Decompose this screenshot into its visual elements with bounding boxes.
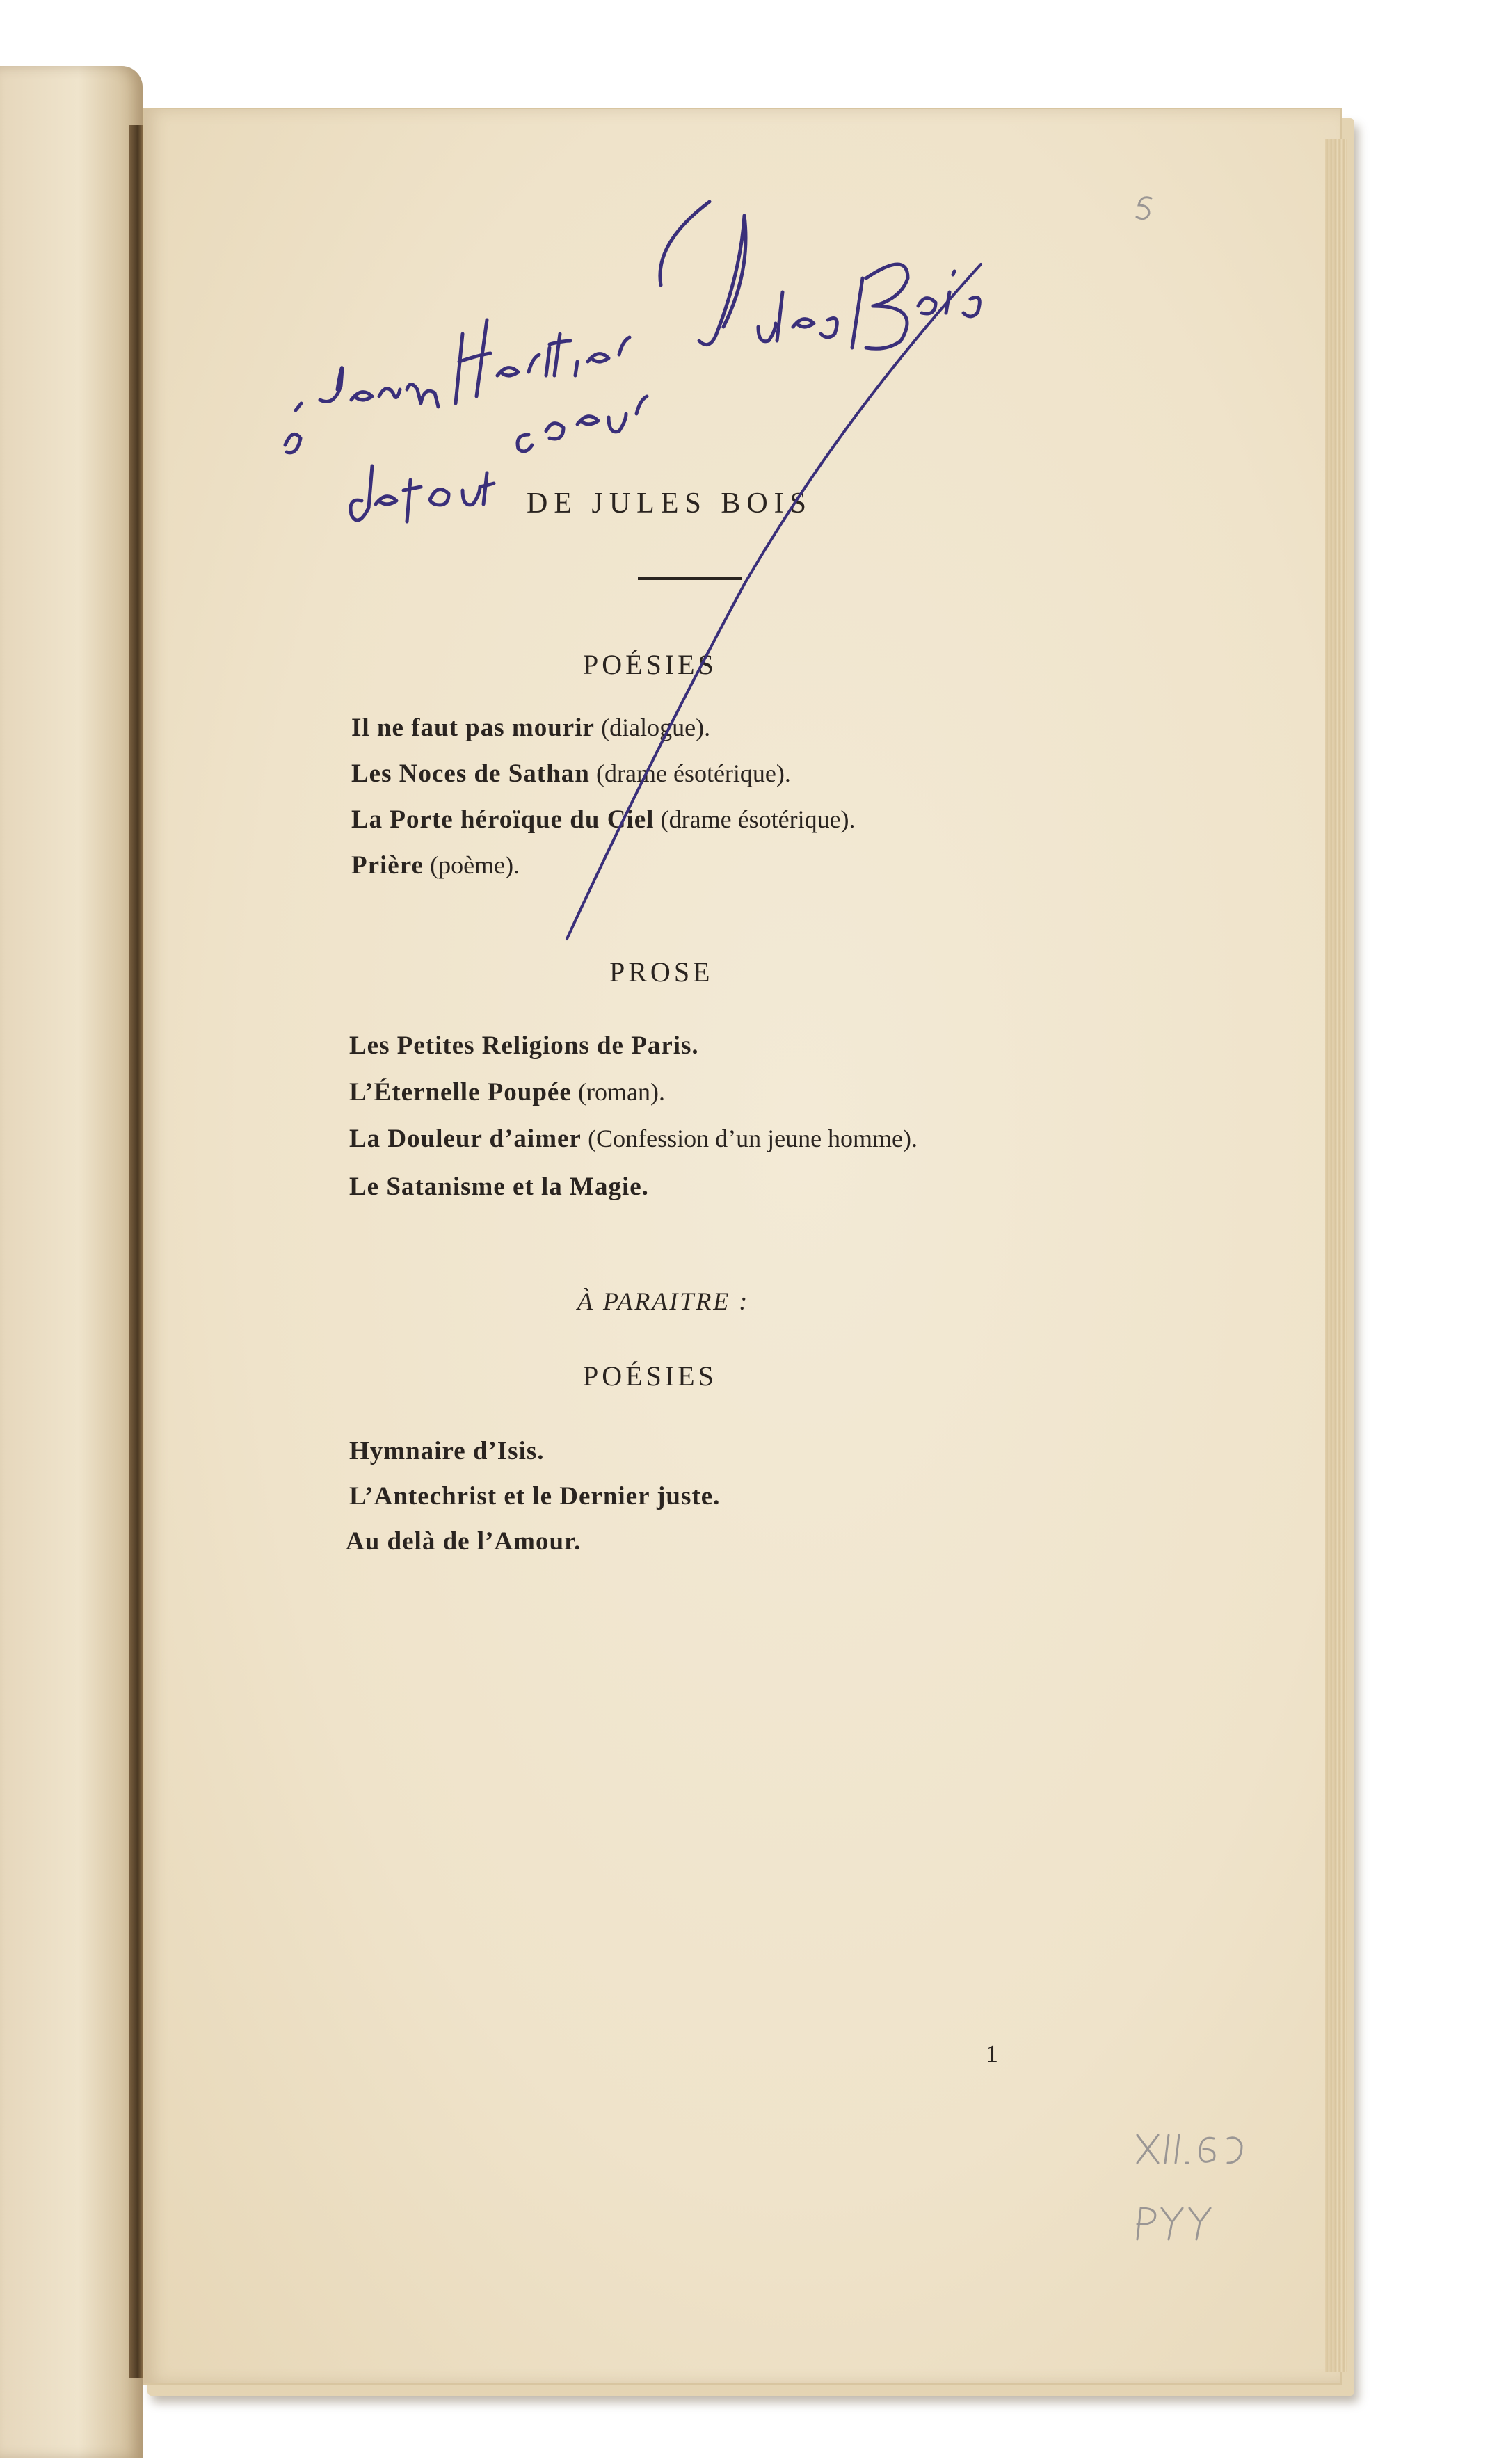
forthcoming-label: À PARAITRE : — [577, 1287, 750, 1315]
page-number: 1 — [986, 2040, 998, 2068]
list-item: L’Éternelle Poupée (roman). — [349, 1078, 665, 1106]
section-title-prose: PROSE — [609, 956, 714, 988]
right-page — [143, 108, 1342, 2385]
list-item: Hymnaire d’Isis. — [349, 1437, 545, 1465]
section-title-forthcoming-poesies: POÉSIES — [583, 1360, 717, 1392]
list-item: Il ne faut pas mourir (dialogue). — [351, 714, 711, 742]
left-page — [0, 66, 143, 2458]
section-title-poesies: POÉSIES — [583, 649, 717, 680]
list-item: Prière (poème). — [351, 851, 520, 880]
page-fore-edge — [1325, 139, 1347, 2372]
list-item: Au delà de l’Amour. — [346, 1527, 582, 1556]
list-item: Le Satanisme et la Magie. — [349, 1173, 649, 1201]
list-item: L’Antechrist et le Dernier juste. — [349, 1482, 721, 1511]
author-heading: DE JULES BOIS — [527, 488, 813, 520]
list-item: Les Petites Religions de Paris. — [349, 1031, 699, 1060]
list-item: Les Noces de Sathan (drame ésotérique). — [351, 759, 791, 788]
binding-spine — [129, 125, 144, 2378]
list-item: La Porte héroïque du Ciel (drame ésotérique). — [351, 805, 856, 834]
list-item: La Douleur d’aimer (Confession d’un jeune homme). — [349, 1125, 918, 1153]
heading-rule — [638, 577, 742, 580]
